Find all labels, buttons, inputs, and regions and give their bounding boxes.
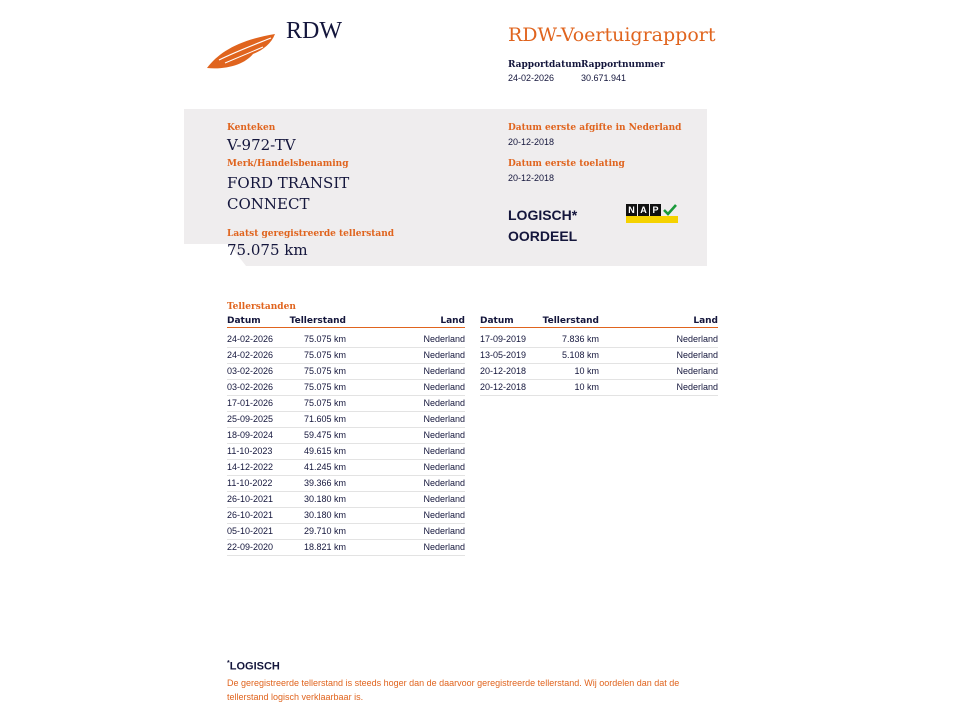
readings-title: Tellerstanden xyxy=(227,302,296,312)
cell-country: Nederland xyxy=(676,334,718,344)
cell-reading: 41.245 km xyxy=(303,462,346,472)
cell-date: 24-02-2026 xyxy=(227,350,274,360)
table-row xyxy=(480,380,718,396)
table-row xyxy=(227,540,465,556)
cell-country: Nederland xyxy=(423,510,465,520)
table-row xyxy=(227,524,465,540)
cell-country: Nederland xyxy=(423,494,465,504)
cell-date: 24-02-2026 xyxy=(227,334,274,344)
cell-reading: 49.615 km xyxy=(303,446,346,456)
cell-date: 03-02-2026 xyxy=(227,366,274,376)
cell-reading: 30.180 km xyxy=(303,494,346,504)
cell-country: Nederland xyxy=(423,430,465,440)
cell-date: 20-12-2018 xyxy=(480,366,527,376)
nap-letter-a: A xyxy=(638,204,649,216)
cell-country: Nederland xyxy=(676,382,718,392)
table-row xyxy=(480,332,718,348)
plate-label: Kenteken xyxy=(227,123,276,133)
cell-reading: 10 km xyxy=(574,382,599,392)
cell-date: 11-10-2023 xyxy=(227,446,273,456)
col-reading-header: Tellerstand xyxy=(542,316,599,326)
cell-country: Nederland xyxy=(423,526,465,536)
rdw-logo-icon xyxy=(205,30,277,72)
make-label: Merk/Handelsbenaming xyxy=(227,159,349,169)
cell-reading: 71.605 km xyxy=(303,414,346,424)
checkmark-icon xyxy=(662,203,678,217)
cell-reading: 75.075 km xyxy=(303,382,346,392)
cell-reading: 30.180 km xyxy=(303,510,346,520)
footnote-title xyxy=(227,660,280,673)
col-country-header: Land xyxy=(693,316,718,326)
cell-reading: 75.075 km xyxy=(303,334,346,344)
verdict-line-1: LOGISCH* xyxy=(508,207,578,223)
cell-reading: 5.108 km xyxy=(561,350,599,360)
table-row xyxy=(227,396,465,412)
footnote-title-text: LOGISCH xyxy=(229,660,280,673)
table-row xyxy=(227,332,465,348)
cell-country: Nederland xyxy=(423,462,465,472)
table-row xyxy=(227,380,465,396)
cell-date: 03-02-2026 xyxy=(227,382,274,392)
cell-country: Nederland xyxy=(423,350,465,360)
table-row xyxy=(227,476,465,492)
readings-table-left xyxy=(227,316,465,556)
cell-date: 25-09-2025 xyxy=(227,414,274,424)
cell-reading: 75.075 km xyxy=(303,398,346,408)
nap-logo xyxy=(626,203,678,217)
cell-reading: 18.821 km xyxy=(303,542,346,552)
cell-country: Nederland xyxy=(423,542,465,552)
footnote-text: De geregistreerde tellerstand is steeds hoger dan de daarvoor geregistreerde tellerstand. Wij oordelen dan dat de tellerstand logisch verklaarbaar is. xyxy=(227,678,680,702)
cell-reading: 7.836 km xyxy=(561,334,599,344)
table-row xyxy=(227,492,465,508)
make-line-2: CONNECT xyxy=(227,195,310,213)
cell-country: Nederland xyxy=(423,334,465,344)
col-reading-header: Tellerstand xyxy=(289,316,346,326)
cell-country: Nederland xyxy=(423,446,465,456)
cell-date: 22-09-2020 xyxy=(227,542,274,552)
cell-reading: 75.075 km xyxy=(303,350,346,360)
verdict-line-2: OORDEEL xyxy=(508,228,578,244)
cell-date: 20-12-2018 xyxy=(480,382,527,392)
odometer-label: Laatst geregistreerde tellerstand xyxy=(227,229,395,239)
odometer-value: 75.075 km xyxy=(227,241,308,259)
table-header xyxy=(227,316,465,328)
table-body xyxy=(480,332,718,396)
col-date-header: Datum xyxy=(480,316,514,326)
cell-date: 13-05-2019 xyxy=(480,350,527,360)
nap-letter-p: P xyxy=(650,204,661,216)
footnote-mark: * xyxy=(227,660,230,667)
table-body xyxy=(227,332,465,556)
cell-country: Nederland xyxy=(676,366,718,376)
table-row xyxy=(227,412,465,428)
col-date-header: Datum xyxy=(227,316,261,326)
cell-country: Nederland xyxy=(423,398,465,408)
first-nl-date: 20-12-2018 xyxy=(508,137,555,147)
table-row xyxy=(227,460,465,476)
cell-reading: 75.075 km xyxy=(303,366,346,376)
first-admission-date: 20-12-2018 xyxy=(508,173,555,183)
table-row xyxy=(480,348,718,364)
table-header xyxy=(480,316,718,328)
table-row xyxy=(227,508,465,524)
cell-reading: 39.366 km xyxy=(303,478,346,488)
cell-date: 18-09-2024 xyxy=(227,430,274,440)
col-country-header: Land xyxy=(440,316,465,326)
table-row xyxy=(227,364,465,380)
cell-date: 26-10-2021 xyxy=(227,510,274,520)
cell-country: Nederland xyxy=(423,478,465,488)
report-date: 24-02-2026 xyxy=(508,73,555,83)
cell-date: 17-01-2026 xyxy=(227,398,274,408)
cell-country: Nederland xyxy=(423,382,465,392)
report-title: RDW-Voertuigrapport xyxy=(508,24,716,46)
nap-letter-n: N xyxy=(626,204,637,216)
cell-country: Nederland xyxy=(676,350,718,360)
report-date-label: Rapportdatum xyxy=(508,60,582,70)
cell-reading: 59.475 km xyxy=(303,430,346,440)
cell-date: 11-10-2022 xyxy=(227,478,273,488)
make-line-1: FORD TRANSIT xyxy=(227,174,350,192)
table-row xyxy=(480,364,718,380)
report-number: 30.671.941 xyxy=(581,73,627,83)
license-plate: V-972-TV xyxy=(227,136,296,154)
readings-table-right xyxy=(480,316,718,396)
first-admission-label: Datum eerste toelating xyxy=(508,159,625,169)
brand-name: RDW xyxy=(286,18,342,44)
report-number-label: Rapportnummer xyxy=(581,60,665,70)
verdict xyxy=(508,205,577,247)
first-nl-label: Datum eerste afgifte in Nederland xyxy=(508,123,682,133)
cell-country: Nederland xyxy=(423,366,465,376)
cell-date: 26-10-2021 xyxy=(227,494,274,504)
cell-date: 05-10-2021 xyxy=(227,526,274,536)
cell-date: 17-09-2019 xyxy=(480,334,527,344)
cell-reading: 29.710 km xyxy=(303,526,346,536)
table-row xyxy=(227,348,465,364)
nap-yellow-bar xyxy=(626,216,678,223)
cell-reading: 10 km xyxy=(574,366,599,376)
table-row xyxy=(227,444,465,460)
cell-country: Nederland xyxy=(423,414,465,424)
table-row xyxy=(227,428,465,444)
cell-date: 14-12-2022 xyxy=(227,462,274,472)
